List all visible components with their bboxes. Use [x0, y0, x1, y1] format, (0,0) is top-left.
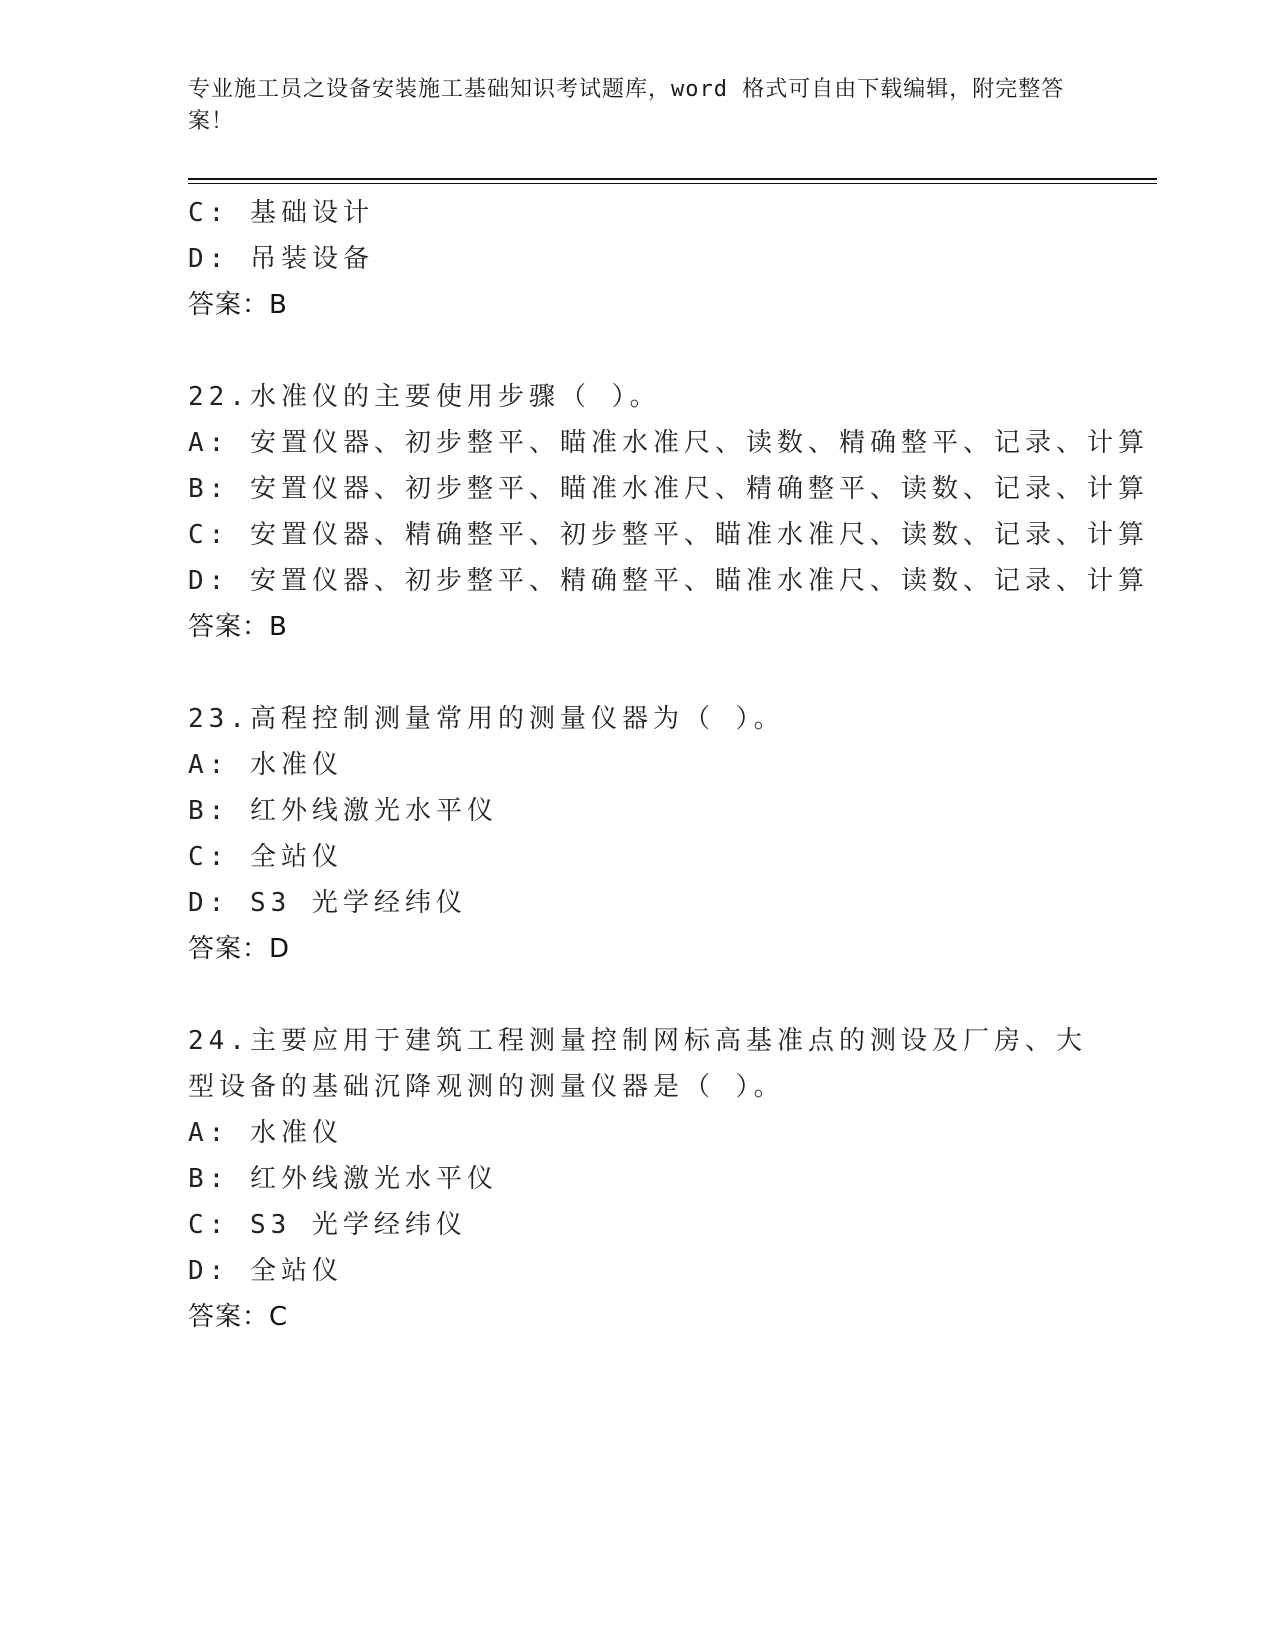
option-c: C: 安置仪器、精确整平、初步整平、瞄准水准尺、读数、记录、计算: [188, 520, 1149, 550]
option-d: D: 吊装设备: [188, 244, 374, 274]
header-divider-thin: [188, 183, 1157, 184]
option-b: B: 安置仪器、初步整平、瞄准水准尺、精确整平、读数、记录、计算: [188, 474, 1149, 504]
spacer: [188, 650, 1088, 696]
question-23: [188, 696, 1088, 972]
option-b: B: 红外线激光水平仪: [188, 796, 498, 826]
option-b: B: 红外线激光水平仪: [188, 1164, 498, 1194]
question-stem: 22.水准仪的主要使用步骤（ ）。: [188, 382, 661, 412]
option-c: C: S3 光学经纬仪: [188, 1210, 467, 1240]
answer-line: 答案：D: [188, 934, 291, 964]
header-divider: [188, 178, 1157, 180]
spacer: [188, 972, 1088, 1018]
option-a: A: 水准仪: [188, 750, 343, 780]
spacer: [188, 328, 1088, 374]
question-22: [188, 374, 1149, 650]
previous-question: [188, 190, 1088, 328]
document-header: 专业施工员之设备安装施工基础知识考试题库，word 格式可自由下载编辑，附完整答案！: [188, 77, 1065, 134]
option-c: C: 全站仪: [188, 842, 343, 872]
option-a: A: 安置仪器、初步整平、瞄准水准尺、读数、精确整平、记录、计算: [188, 428, 1149, 458]
question-stem: 24.主要应用于建筑工程测量控制网标高基准点的测设及厂房、大型设备的基础沉降观测的测量仪器是（ ）。: [188, 1026, 1087, 1102]
option-d: D: 全站仪: [188, 1256, 343, 1286]
answer-line: 答案：C: [188, 1302, 289, 1332]
option-d: D: S3 光学经纬仪: [188, 888, 467, 918]
option-a: A: 水准仪: [188, 1118, 343, 1148]
question-24: [188, 1018, 1088, 1340]
option-d: D: 安置仪器、初步整平、精确整平、瞄准水准尺、读数、记录、计算: [188, 566, 1149, 596]
option-c: C: 基础设计: [188, 198, 374, 228]
answer-line: 答案：B: [188, 612, 288, 642]
question-stem: 23.高程控制测量常用的测量仪器为（ ）。: [188, 704, 785, 734]
answer-line: 答案：B: [188, 290, 288, 320]
question-content: [188, 190, 1149, 1340]
